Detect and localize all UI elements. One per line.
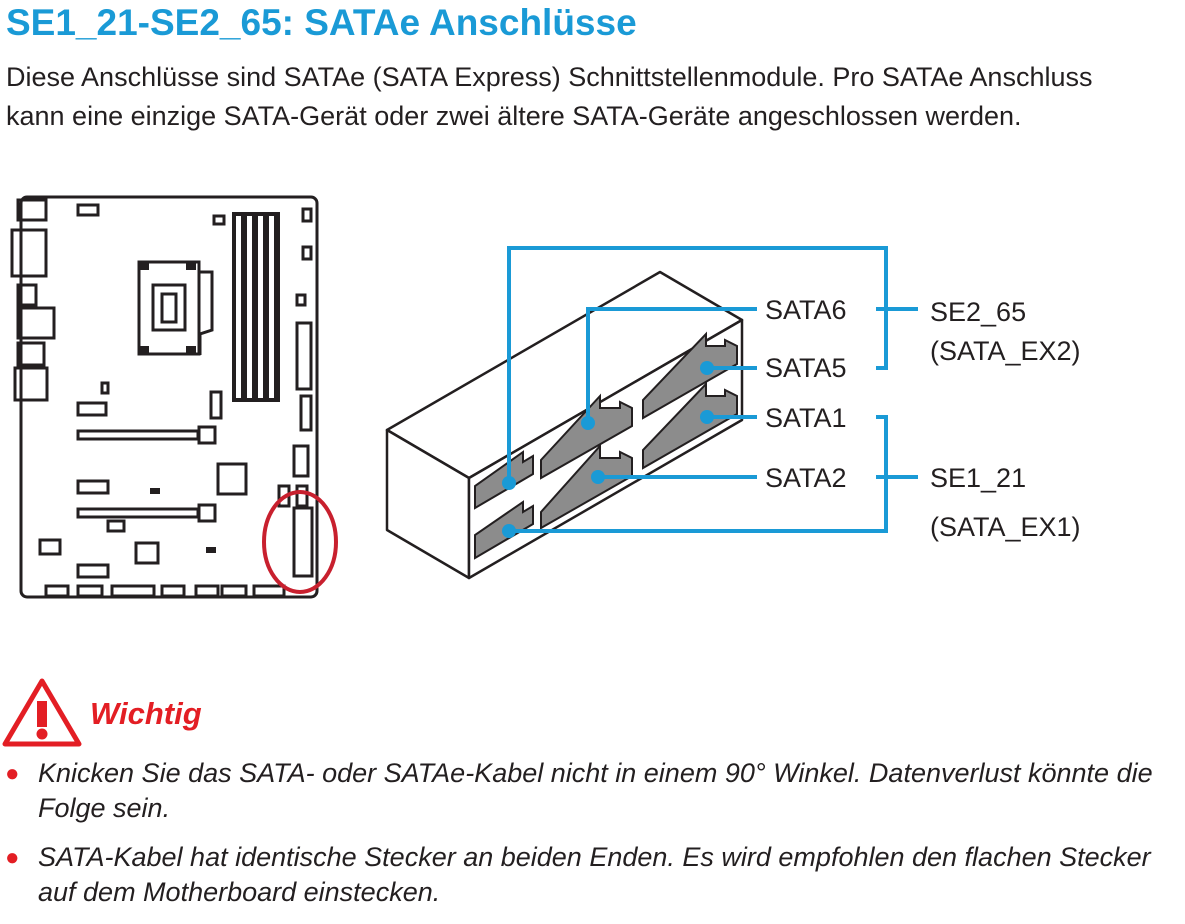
- board-satae-connector: [294, 508, 312, 576]
- intro-text: Diese Anschlüsse sind SATAe (SATA Express) Schnittstellenmodule. Pro SATAe Anschluss kann eine einzige SATA-Gerät oder zwei ältere SATA-Geräte angeschlossen werden.: [6, 62, 1093, 131]
- label-sata2: SATA2: [765, 463, 847, 493]
- label-sata5: SATA5: [765, 353, 847, 383]
- warning-item-text: SATA-Kabel hat identische Stecker an beiden Enden. Es wird empfohlen den flachen Stecker auf dem Motherboard einstecken.: [38, 842, 1151, 907]
- bullet-icon: ●: [5, 760, 20, 787]
- list-item: [0, 756, 1185, 826]
- pcie-slot-1: [78, 431, 198, 439]
- pcie-slot-2: [78, 509, 198, 517]
- label-se1-sub: (SATA_EX1): [930, 512, 1081, 542]
- motherboard-layout: [0, 190, 350, 610]
- list-item: [0, 840, 1185, 910]
- warning-title: Wichtig: [90, 696, 202, 731]
- warning-icon: [2, 677, 82, 747]
- satae-connector-diagram: [380, 230, 1140, 590]
- label-se2-name: SE2_65: [930, 297, 1027, 327]
- label-sata6: SATA6: [765, 295, 847, 325]
- cpu-socket: [139, 262, 199, 354]
- warning-item-text: Knicken Sie das SATA- oder SATAe-Kabel nicht in einem 90° Winkel. Datenverlust könnte die Folge sein.: [38, 758, 1153, 823]
- label-se1-name: SE1_21: [930, 463, 1027, 493]
- label-se2-sub: (SATA_EX2): [930, 336, 1081, 366]
- page-title: SE1_21-SE2_65: SATAe Anschlüsse: [6, 2, 637, 43]
- warning-list: [0, 756, 1185, 924]
- bullet-icon: ●: [5, 844, 20, 871]
- label-sata1: SATA1: [765, 403, 847, 433]
